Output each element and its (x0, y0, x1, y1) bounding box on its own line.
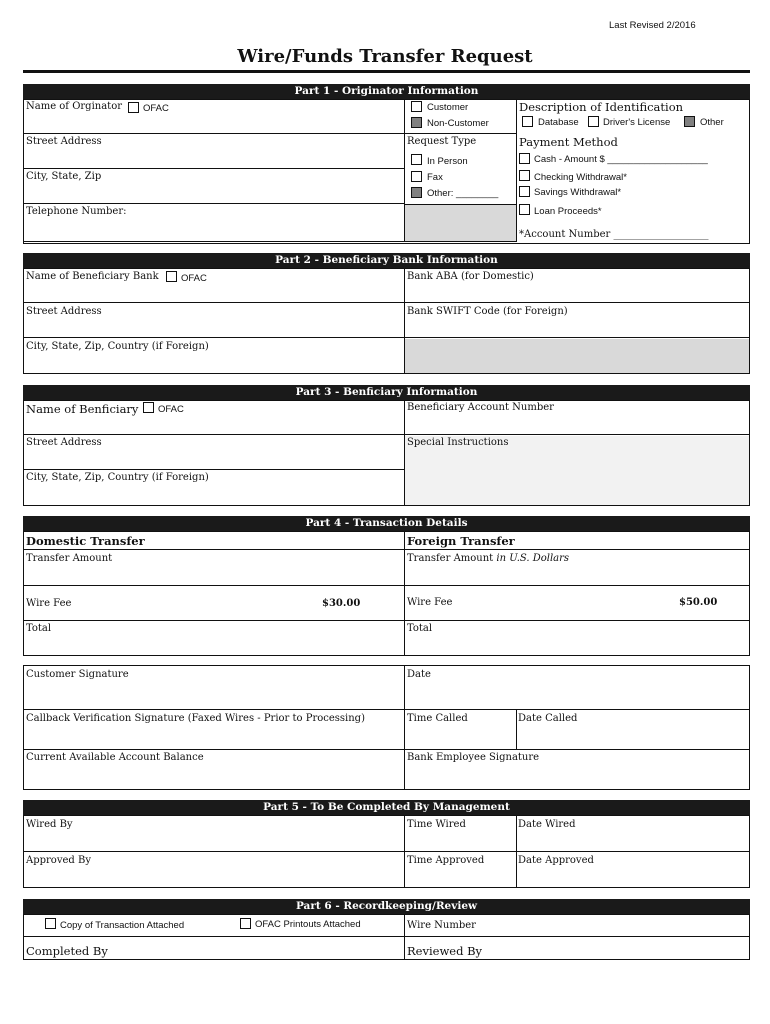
other-id-checkbox[interactable] (684, 116, 695, 127)
in-person-label: In Person (427, 156, 468, 167)
beneficiary-street-field[interactable]: Street Address (26, 437, 102, 448)
loan-checkbox[interactable] (519, 204, 530, 215)
bank-ofac-checkbox[interactable] (166, 271, 177, 282)
beneficiary-bank-field[interactable]: Name of Beneficiary Bank (26, 271, 159, 282)
customer-signature-field[interactable]: Customer Signature (26, 669, 129, 680)
originator-ofac-label: OFAC (143, 103, 169, 114)
foreign-transfer-amount-field[interactable] (407, 553, 569, 565)
originator-name-field[interactable]: Name of Orginator (26, 101, 122, 112)
originator-telephone-field[interactable]: Telephone Number: (26, 206, 127, 217)
savings-label: Savings Withdrawal* (534, 187, 622, 198)
part1-header: Part 1 - Originator Information (23, 84, 750, 99)
other-id-label: Other (700, 117, 724, 128)
account-number-field[interactable]: *Account Number ___________________ (519, 229, 709, 240)
fax-checkbox[interactable] (411, 171, 422, 182)
wired-by-field[interactable]: Wired By (26, 819, 73, 830)
part5-header: Part 5 - To Be Completed By Management (23, 800, 750, 815)
completed-by-field[interactable]: Completed By (26, 944, 108, 958)
part1-shaded-cell (405, 205, 516, 241)
copy-attached-label: Copy of Transaction Attached (60, 920, 185, 931)
part3-header: Part 3 - Benficiary Information (23, 385, 750, 400)
database-checkbox[interactable] (522, 116, 533, 127)
page-title: Wire/Funds Transfer Request (237, 46, 533, 67)
date-approved-field[interactable]: Date Approved (518, 855, 594, 866)
cash-checkbox[interactable] (519, 153, 530, 164)
customer-checkbox[interactable] (411, 101, 422, 112)
foreign-transfer-amount-label: Transfer Amount (407, 553, 494, 564)
description-id-label: Description of Identification (519, 100, 684, 114)
ofac-printouts-label: OFAC Printouts Attached (255, 919, 361, 930)
usd-note: in U.S. Dollars (496, 553, 570, 564)
beneficiary-city-field[interactable]: City, State, Zip, Country (if Foreign) (26, 472, 209, 483)
part6-header: Part 6 - Recordkeeping/Review (23, 899, 750, 914)
account-balance-field[interactable]: Current Available Account Balance (26, 752, 204, 763)
originator-city-field[interactable]: City, State, Zip (26, 171, 102, 182)
drivers-license-label: Driver's License (603, 117, 671, 128)
drivers-license-checkbox[interactable] (588, 116, 599, 127)
checking-checkbox[interactable] (519, 170, 530, 181)
non-customer-checkbox[interactable] (411, 117, 422, 128)
domestic-wire-fee-value: $30.00 (322, 598, 361, 609)
copy-attached-checkbox[interactable] (45, 918, 56, 929)
part2-shaded-cell (405, 339, 749, 373)
wire-number-field[interactable]: Wire Number (407, 920, 476, 931)
other-request-checkbox[interactable] (411, 187, 422, 198)
domestic-transfer-amount-field[interactable]: Transfer Amount (26, 553, 113, 564)
beneficiary-ofac-checkbox[interactable] (143, 402, 154, 413)
bank-city-field[interactable]: City, State, Zip, Country (if Foreign) (26, 341, 209, 352)
bank-ofac-label: OFAC (181, 273, 207, 284)
time-wired-field[interactable]: Time Wired (407, 819, 466, 830)
bank-swift-field[interactable]: Bank SWIFT Code (for Foreign) (407, 306, 568, 317)
fax-label: Fax (427, 172, 443, 183)
approved-by-field[interactable]: Approved By (26, 855, 91, 866)
bank-aba-field[interactable]: Bank ABA (for Domestic) (407, 271, 534, 282)
payment-method-label: Payment Method (519, 135, 618, 149)
in-person-checkbox[interactable] (411, 154, 422, 165)
foreign-wire-fee-label: Wire Fee (407, 597, 453, 608)
foreign-wire-fee-value: $50.00 (679, 597, 718, 608)
cash-label[interactable]: Cash - Amount $ ___________________ (534, 154, 708, 165)
part2-header: Part 2 - Beneficiary Bank Information (23, 253, 750, 268)
originator-street-field[interactable]: Street Address (26, 136, 102, 147)
loan-label: Loan Proceeds* (534, 206, 602, 217)
date-field[interactable]: Date (407, 669, 431, 680)
originator-ofac-checkbox[interactable] (128, 102, 139, 113)
beneficiary-ofac-label: OFAC (158, 404, 184, 415)
domestic-wire-fee-label: Wire Fee (26, 598, 72, 609)
ofac-printouts-checkbox[interactable] (240, 918, 251, 929)
reviewed-by-field[interactable]: Reviewed By (407, 944, 483, 958)
title-rule (23, 70, 750, 73)
other-request-label[interactable]: Other: ________ (427, 188, 499, 199)
last-revised: Last Revised 2/2016 (609, 20, 696, 31)
date-called-field[interactable]: Date Called (518, 713, 578, 724)
foreign-total-field[interactable]: Total (407, 623, 433, 634)
domestic-transfer-heading: Domestic Transfer (26, 534, 145, 548)
employee-signature-field[interactable]: Bank Employee Signature (407, 752, 540, 763)
request-type-label: Request Type (407, 136, 477, 147)
part4-header: Part 4 - Transaction Details (23, 516, 750, 531)
signature-section (23, 665, 750, 790)
special-instructions-field[interactable]: Special Instructions (407, 437, 509, 448)
date-wired-field[interactable]: Date Wired (518, 819, 576, 830)
savings-checkbox[interactable] (519, 186, 530, 197)
checking-label: Checking Withdrawal* (534, 172, 627, 183)
customer-label: Customer (427, 102, 469, 113)
time-called-field[interactable]: Time Called (407, 713, 468, 724)
time-approved-field[interactable]: Time Approved (407, 855, 485, 866)
domestic-total-field[interactable]: Total (26, 623, 52, 634)
database-label: Database (538, 117, 579, 128)
beneficiary-name-field[interactable]: Name of Benficiary (26, 402, 139, 416)
foreign-transfer-heading: Foreign Transfer (407, 534, 515, 548)
callback-signature-field[interactable]: Callback Verification Signature (Faxed Wires - Prior to Processing) (26, 713, 365, 724)
bank-street-field[interactable]: Street Address (26, 306, 102, 317)
non-customer-label: Non-Customer (427, 118, 489, 129)
beneficiary-account-field[interactable]: Beneficiary Account Number (407, 402, 554, 413)
